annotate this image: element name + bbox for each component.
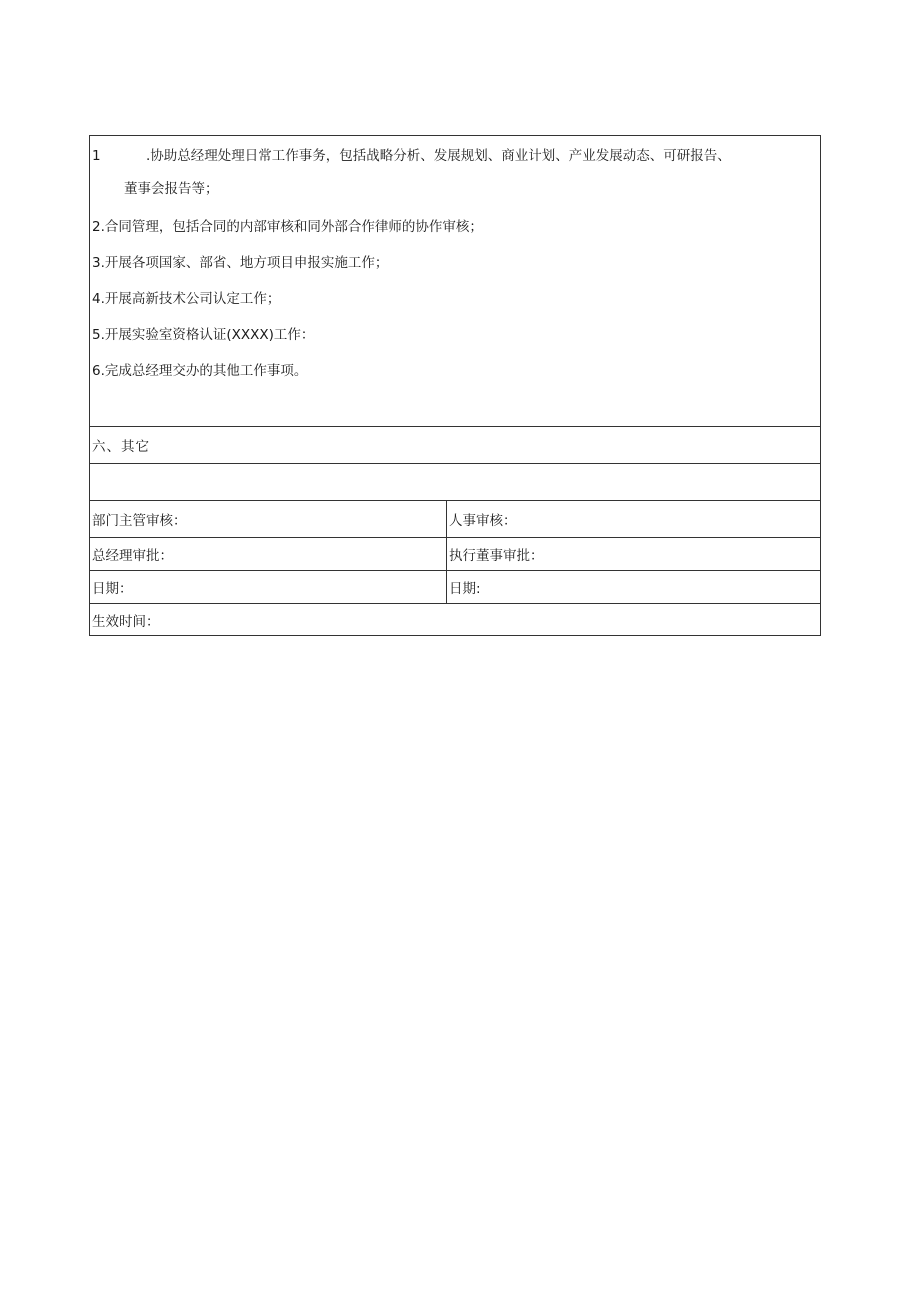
duties-row	[90, 136, 821, 427]
section-six-content[interactable]	[90, 464, 821, 501]
effective-time-row	[90, 604, 821, 636]
duty-item-2: 2.合同管理，包括合同的内部审核和同外部合作律师的协作审核；	[92, 219, 483, 235]
section-six-title: 六、其它	[90, 427, 821, 464]
duty-item-4: 4.开展高新技术公司认定工作；	[92, 291, 281, 307]
duty-item-3: 3.开展各项国家、部省、地方项目申报实施工作；	[92, 255, 389, 271]
review-row	[90, 501, 821, 538]
duty-item-1	[90, 136, 820, 172]
hr-review-cell[interactable]: 人事审核：	[447, 501, 821, 538]
job-description-form-table	[89, 135, 821, 636]
gm-approval-cell[interactable]: 总经理审批：	[90, 538, 447, 571]
section-six-content-row	[90, 464, 821, 501]
duty-item-1-text: .协助总经理处理日常工作事务，包括战略分析、发展规划、商业计划、产业发展动态、可研报告、	[146, 148, 731, 164]
effective-time-cell[interactable]: 生效时间：	[90, 604, 821, 636]
duty-item-5: 5.开展实验室资格认证(XXXX)工作：	[92, 327, 315, 343]
duty-item-1-number: 1	[92, 148, 101, 164]
date-left-cell[interactable]: 日期：	[90, 571, 447, 604]
duties-cell	[90, 136, 821, 427]
exec-director-approval-cell[interactable]: 执行董事审批：	[447, 538, 821, 571]
duty-item-6: 6.完成总经理交办的其他工作事项。	[92, 363, 308, 379]
section-six-header-row	[90, 427, 821, 464]
duty-item-1-continuation: 董事会报告等；	[124, 181, 219, 197]
date-right-cell[interactable]: 日期:	[447, 571, 821, 604]
duty-list	[90, 209, 820, 389]
date-row	[90, 571, 821, 604]
dept-review-cell[interactable]: 部门主管审核：	[90, 501, 447, 538]
approval-row	[90, 538, 821, 571]
